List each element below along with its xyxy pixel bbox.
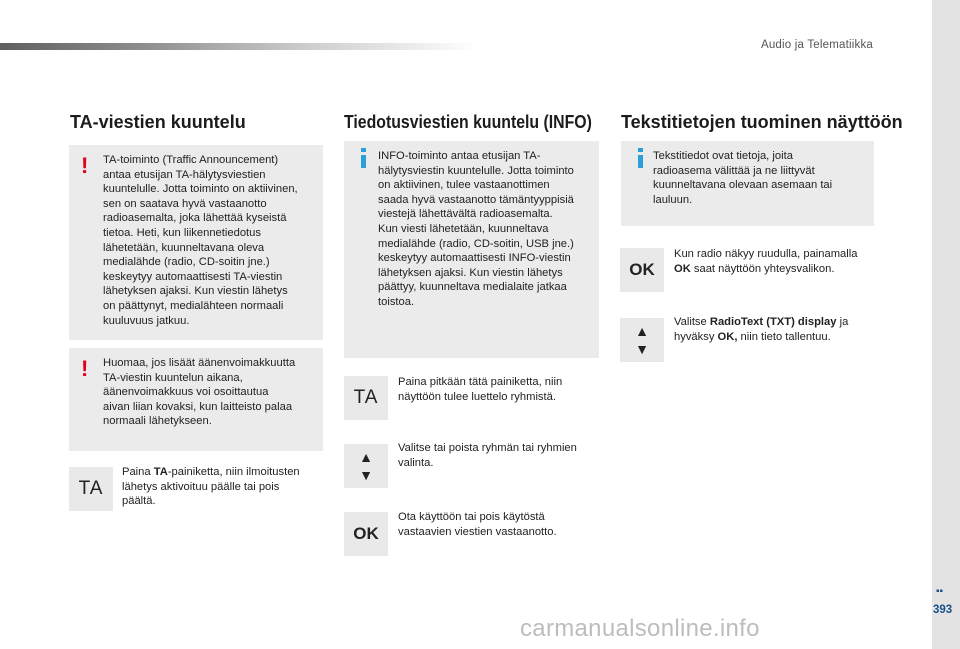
warning-icon: ! [81, 356, 89, 381]
up-arrow-icon: ▲ [359, 449, 373, 465]
up-down-arrows-button [344, 444, 388, 488]
info-text: INFO-toiminto antaa etusijan TA- hälytysviestin kuuntelulle. Jotta toiminto on aktiivinen, tulee vastaanottimen saada hyvä vastaanotto tämäntyyppisiä viestejä lähettävältä radioasemalta. Kun viesti lähetetään, kuunneltava medialähde (radio, CD-soitin, USB jne.) keskeytyy automaattisesti INFO-viestin lähetyksen ajaksi. Kun viestin lähetys päättyy, kuunneltava medialaite jatkaa toistoa. [378, 150, 574, 308]
step-text-radio-ok: Kun radio näkyy ruudulla, painamalla OK saat näyttöön yhteysvalikon. [674, 248, 858, 275]
info-text: Tekstitiedot ovat tietoja, joita radioasema välittää ja ne liittyvät kuunneltavana olevaan asemaan tai lauluun. [653, 150, 833, 206]
step-text-ta: Paina TA-painiketta, niin ilmoitusten lähetys aktivoituu päälle tai pois päältä. [122, 466, 300, 508]
warning-text: Huomaa, jos lisäät äänenvoimakkuutta TA-viestin kuuntelun aikana, äänenvoimakkuus voi osoittautua aivan liian kovaksi, kun laitteisto palaa normaali lähetykseen. [103, 357, 296, 428]
up-down-arrows-button [620, 318, 664, 362]
ta-button: TA [69, 467, 113, 511]
down-arrow-icon: ▼ [635, 341, 649, 357]
page-number: 393 [933, 604, 953, 616]
info-box-info [344, 141, 599, 358]
step-text-select-group: Valitse tai poista ryhmän tai ryhmien valinta. [398, 442, 577, 469]
section-title-ta: TA-viestien kuuntelu [70, 112, 246, 132]
chapter-title: Audio ja Telematiikka [760, 39, 873, 51]
warning-box-volume [69, 348, 323, 451]
section-title-info: Tiedotusviestien kuuntelu (INFO) [344, 112, 592, 132]
next-page-indicator: ▪▪ [936, 586, 944, 597]
up-arrow-icon: ▲ [635, 323, 649, 339]
step-text-radiotext: Valitse RadioText (TXT) display ja hyväksy OK, niin tieto tallentuu. [674, 316, 849, 343]
ok-button: OK [344, 512, 388, 556]
ok-button: OK [620, 248, 664, 292]
section-title-text: Tekstitietojen tuominen näyttöön [621, 112, 903, 132]
step-text-ok: Ota käyttöön tai pois käytöstä vastaavien viestien vastaanotto. [398, 511, 557, 538]
side-strip [932, 0, 960, 649]
warning-text: TA-toiminto (Traffic Announcement) antaa etusijan TA-hälytysviestien kuuntelulle. Jotta toiminto on aktiivinen, sen on saatava hyvä vastaanotto radioasemalta, joka lähettää kyseistä tietoa. Heti, kun liikennetiedotus lähetetään, kuunneltavana oleva medialähde (radio, CD-soitin jne.) keskeytyy automaattisesti TA-viestin lähetyksen ajaksi. Kun viestin lähetys on päättynyt, medialähteen normaali kuuluvuus jatkuu. [103, 154, 298, 327]
down-arrow-icon: ▼ [359, 467, 373, 483]
step-text-ta-long: Paina pitkään tätä painiketta, niin näyttöön tulee luettelo ryhmistä. [398, 376, 563, 403]
info-box-text [621, 141, 874, 226]
header-gradient-bar [0, 43, 480, 50]
warning-box-ta [69, 145, 323, 340]
watermark: carmanualsonline.info [520, 615, 760, 642]
ta-button: TA [344, 376, 388, 420]
warning-icon: ! [81, 153, 89, 178]
